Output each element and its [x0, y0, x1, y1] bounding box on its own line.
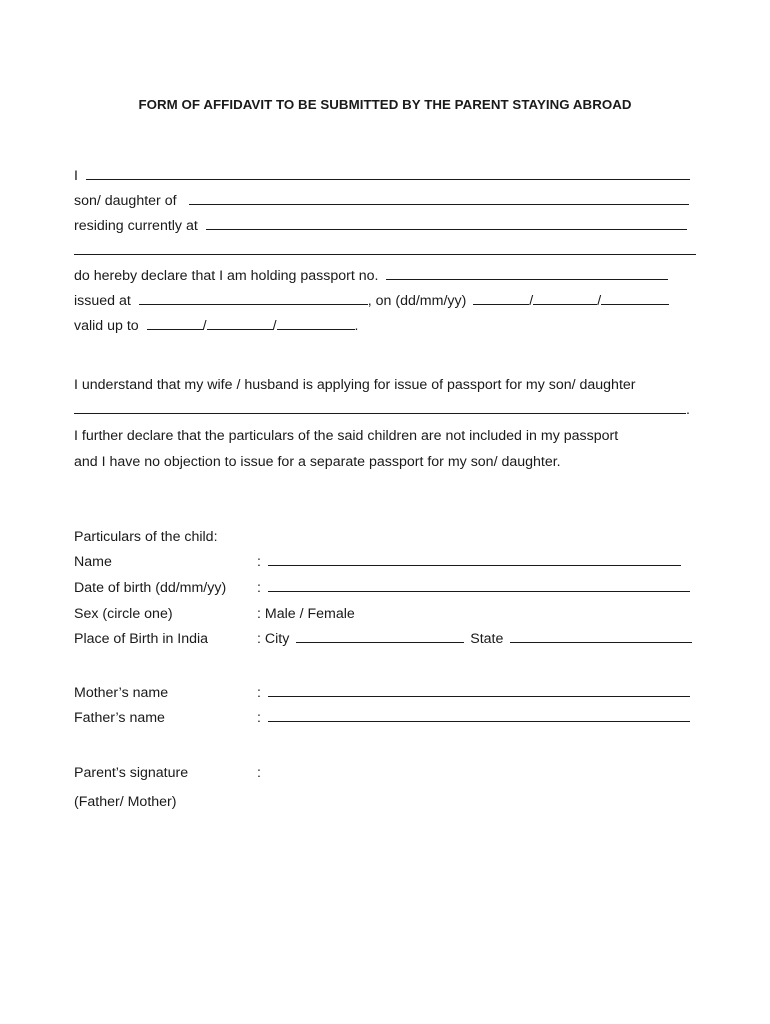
mother-name-row	[257, 684, 690, 702]
passport-line	[74, 267, 668, 285]
date-separator: /	[272, 318, 277, 334]
mother-name-field[interactable]	[268, 684, 690, 697]
issued-place-field[interactable]	[139, 292, 368, 305]
city-label: : City	[257, 631, 290, 647]
son-daughter-of-line	[74, 192, 689, 210]
on-date-label: , on (dd/mm/yy)	[367, 293, 467, 309]
valid-day-field[interactable]	[147, 317, 203, 330]
colon: :	[257, 685, 261, 701]
child-name-field[interactable]	[268, 553, 681, 566]
residence-continued-line	[74, 242, 696, 260]
children-name-line	[74, 401, 690, 419]
child-sex-label: Sex (circle one)	[74, 606, 173, 622]
declarant-name-field[interactable]	[86, 167, 690, 180]
issued-line	[74, 292, 669, 310]
son-daughter-of-label: son/ daughter of	[74, 193, 177, 209]
children-name-field[interactable]	[74, 401, 686, 414]
residence-field-continued[interactable]	[74, 242, 696, 255]
colon: :	[257, 710, 261, 726]
signature-label: Parent’s signature	[74, 765, 189, 781]
date-separator: /	[529, 293, 534, 309]
child-sex-value[interactable]: : Male / Female	[257, 606, 355, 622]
issue-day-field[interactable]	[473, 292, 529, 305]
colon: :	[257, 580, 261, 596]
residing-label: residing currently at	[74, 218, 198, 234]
mother-name-label: Mother’s name	[74, 685, 169, 701]
child-name-label: Name	[74, 554, 112, 570]
passport-number-field[interactable]	[386, 267, 668, 280]
child-dob-row	[257, 579, 690, 597]
issued-at-label: issued at	[74, 293, 131, 309]
child-city-field[interactable]	[296, 630, 464, 643]
date-separator: /	[202, 318, 207, 334]
issue-month-field[interactable]	[533, 292, 597, 305]
father-name-row	[257, 709, 690, 727]
state-label: State	[470, 631, 504, 647]
child-pob-row	[257, 630, 692, 648]
period: .	[686, 402, 690, 418]
declare-passport-label: do hereby declare that I am holding passport no.	[74, 268, 379, 284]
period: .	[354, 318, 359, 334]
no-objection-line: and I have no objection to issue for a separate passport for my son/ daughter.	[74, 454, 561, 470]
child-state-field[interactable]	[510, 630, 692, 643]
further-declare-line: I further declare that the particulars of the said children are not included in my passport	[74, 428, 619, 444]
residence-field[interactable]	[206, 217, 687, 230]
child-dob-label: Date of birth (dd/mm/yy)	[74, 580, 227, 596]
child-pob-label: Place of Birth in India	[74, 631, 209, 647]
issue-year-field[interactable]	[601, 292, 669, 305]
signature-row[interactable]	[257, 764, 261, 782]
page-title: FORM OF AFFIDAVIT TO BE SUBMITTED BY THE PARENT STAYING ABROAD	[138, 97, 632, 112]
understand-line: I understand that my wife / husband is applying for issue of passport for my son/ daughter	[74, 377, 636, 393]
signature-sub-label: (Father/ Mother)	[74, 794, 177, 810]
child-particulars-heading: Particulars of the child:	[74, 529, 218, 545]
valid-year-field[interactable]	[277, 317, 355, 330]
father-name-label: Father’s name	[74, 710, 165, 726]
i-label: I	[74, 168, 78, 184]
father-name-field[interactable]	[268, 709, 690, 722]
date-separator: /	[597, 293, 602, 309]
residing-line	[74, 217, 687, 235]
declarant-name-line	[74, 167, 690, 185]
colon: :	[257, 554, 261, 570]
colon: :	[257, 765, 261, 781]
parent-name-field[interactable]	[189, 192, 689, 205]
valid-up-to-label: valid up to	[74, 318, 139, 334]
child-name-row	[257, 553, 681, 571]
child-dob-field[interactable]	[268, 579, 690, 592]
valid-up-to-line	[74, 317, 359, 335]
valid-month-field[interactable]	[207, 317, 273, 330]
